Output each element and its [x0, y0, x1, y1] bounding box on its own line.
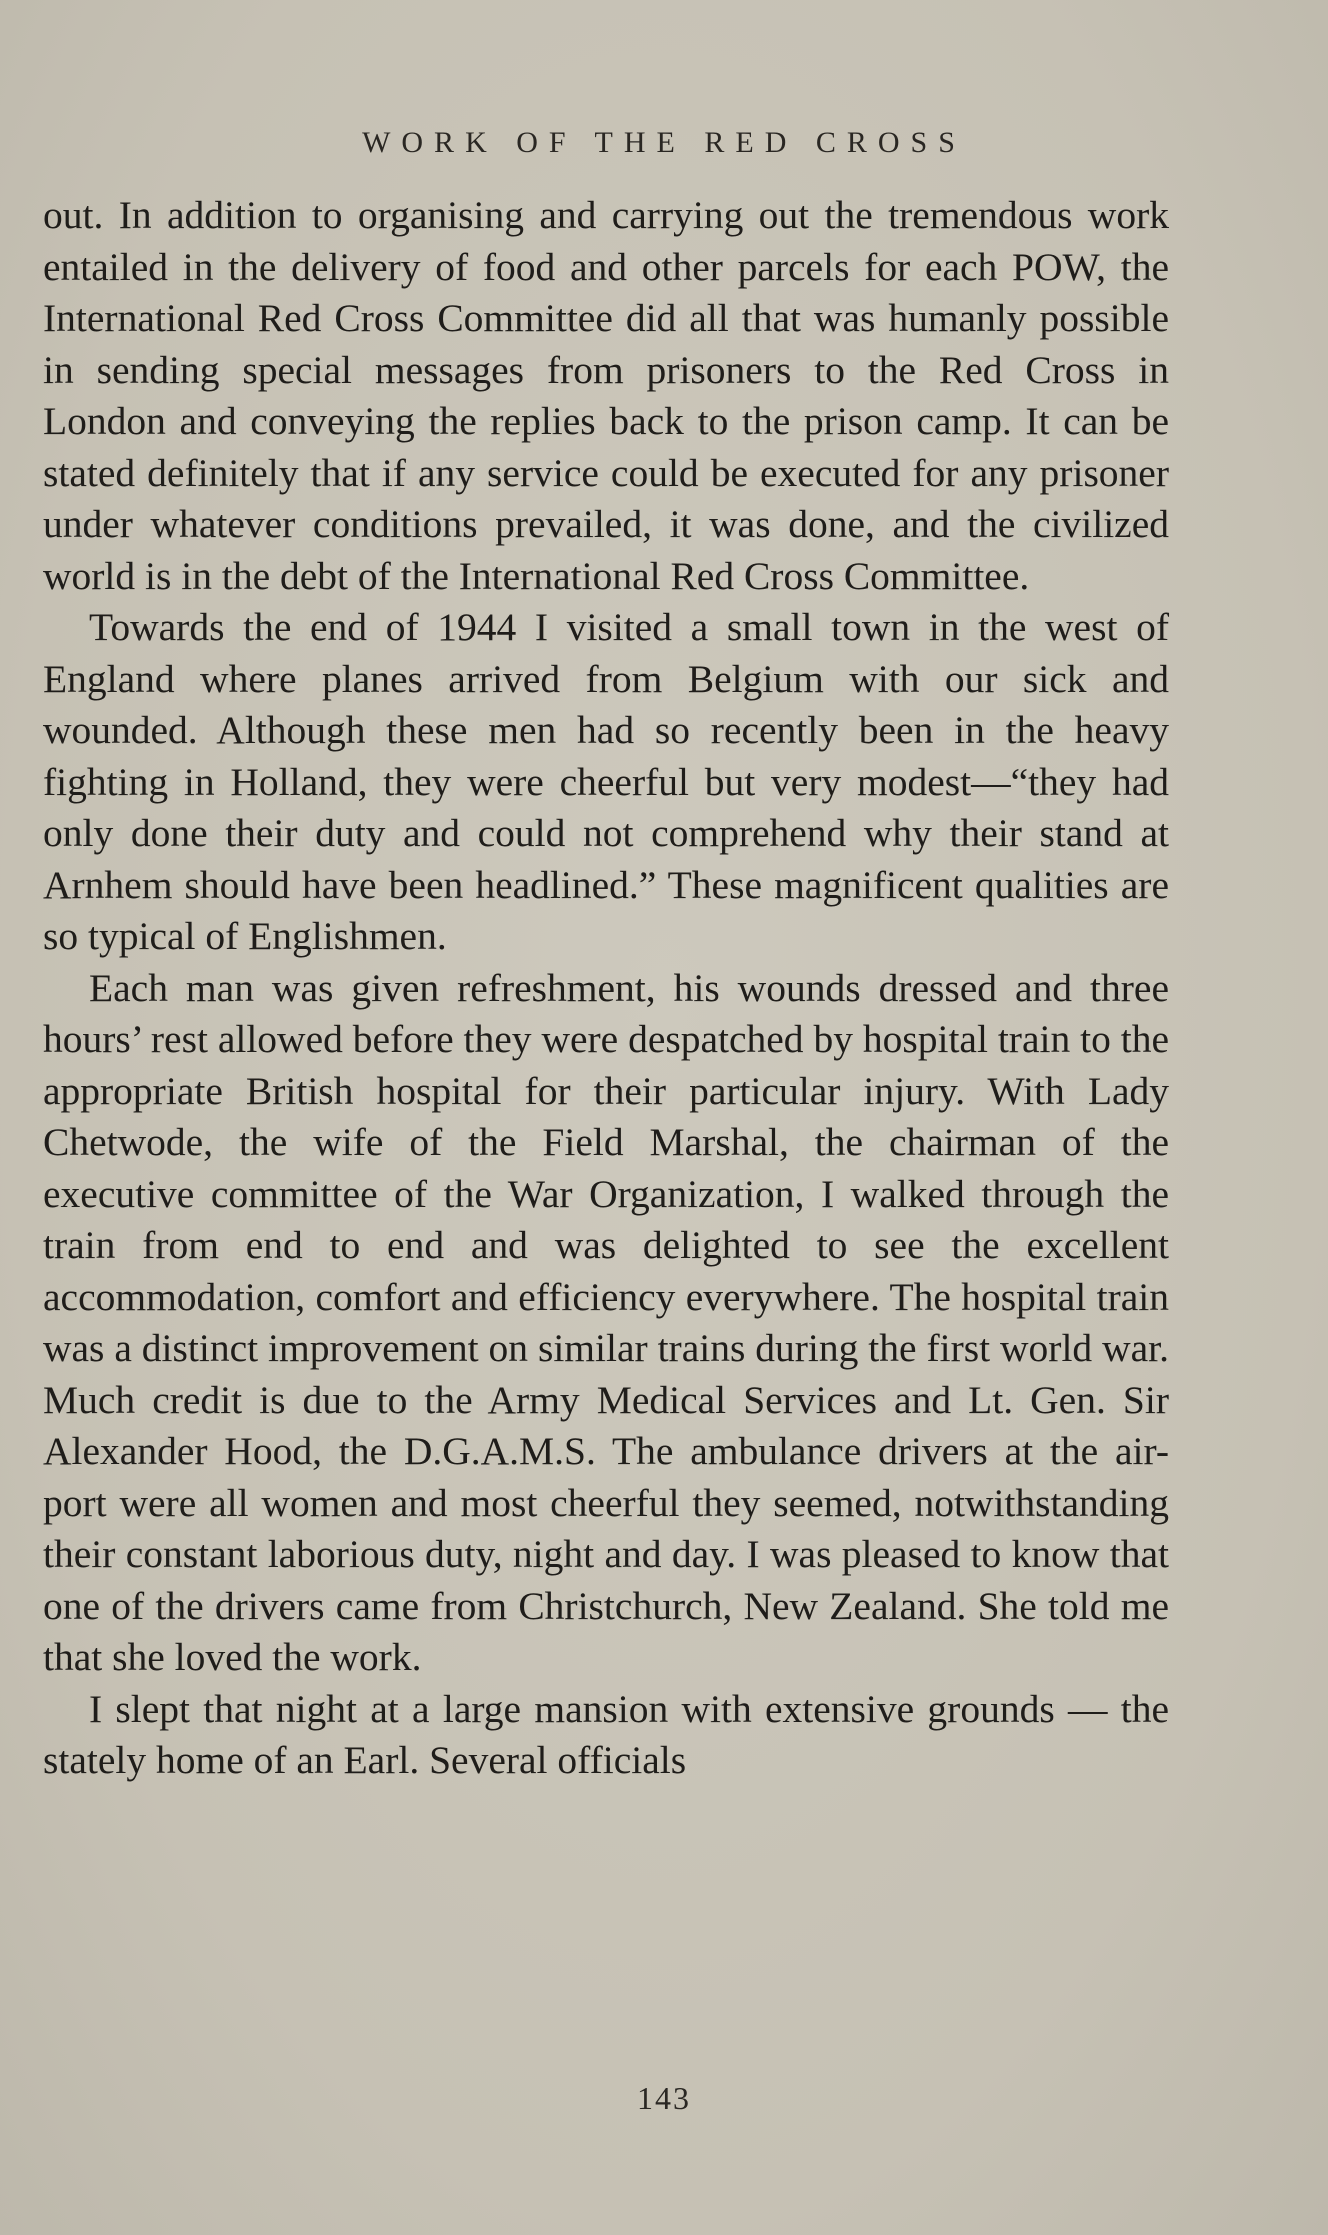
paragraph: I slept that night at a large mansion with extensive grounds — the stately home of an Earl. Several officials	[43, 1686, 1169, 1782]
paragraph: Towards the end of 1944 I visited a small town in the west of England where planes arrived from Belgium with our sick and wounded. Although these men had so recently been in the heavy fighting in Holland, they were cheerful but very modest—“they had only done their duty and could not comprehend why their stand at Arnhem should have been headlined.” These magnificent qualities are so typical of Englishmen.	[43, 605, 1169, 958]
page-number: 143	[637, 2080, 691, 2116]
paragraph-continued: out. In addition to organising and carrying out the tremendous work entailed in the delivery of food and other parcels for each POW, the International Red Cross Committee did all that was humanly possible in sending special messages from prisoners to the Red Cross in London and conveying the replies back to the prison camp. It can be stated definitely that if any service could be executed for any prisoner under whatever conditions prevailed, it was done, and the civilized world is in the debt of the International Red Cross Committee.	[43, 193, 1169, 598]
running-head: WORK OF THE RED CROSS	[362, 126, 966, 159]
body-text	[43, 190, 1169, 1787]
paragraph: Each man was given refreshment, his wounds dressed and three hours’ rest allowed before they were despatched by hospital train to the appropriate British hospital for their particular injury. With Lady Chetwode, the wife of the Field Marshal, the chairman of the executive committee of the War Organization, I walked through the train from end to end and was delighted to see the excellent accommodation, comfort and efficiency everywhere. The hospital train was a distinct improvement on similar trains during the first world war. Much credit is due to the Army Medical Services and Lt. Gen. Sir Alexander Hood, the D.G.A.M.S. The ambulance drivers at the air-port were all women and most cheerful they seemed, notwithstanding their constant laborious duty, night and day. I was pleased to know that one of the drivers came from Christchurch, New Zealand. She told me that she loved the work.	[43, 965, 1169, 1679]
